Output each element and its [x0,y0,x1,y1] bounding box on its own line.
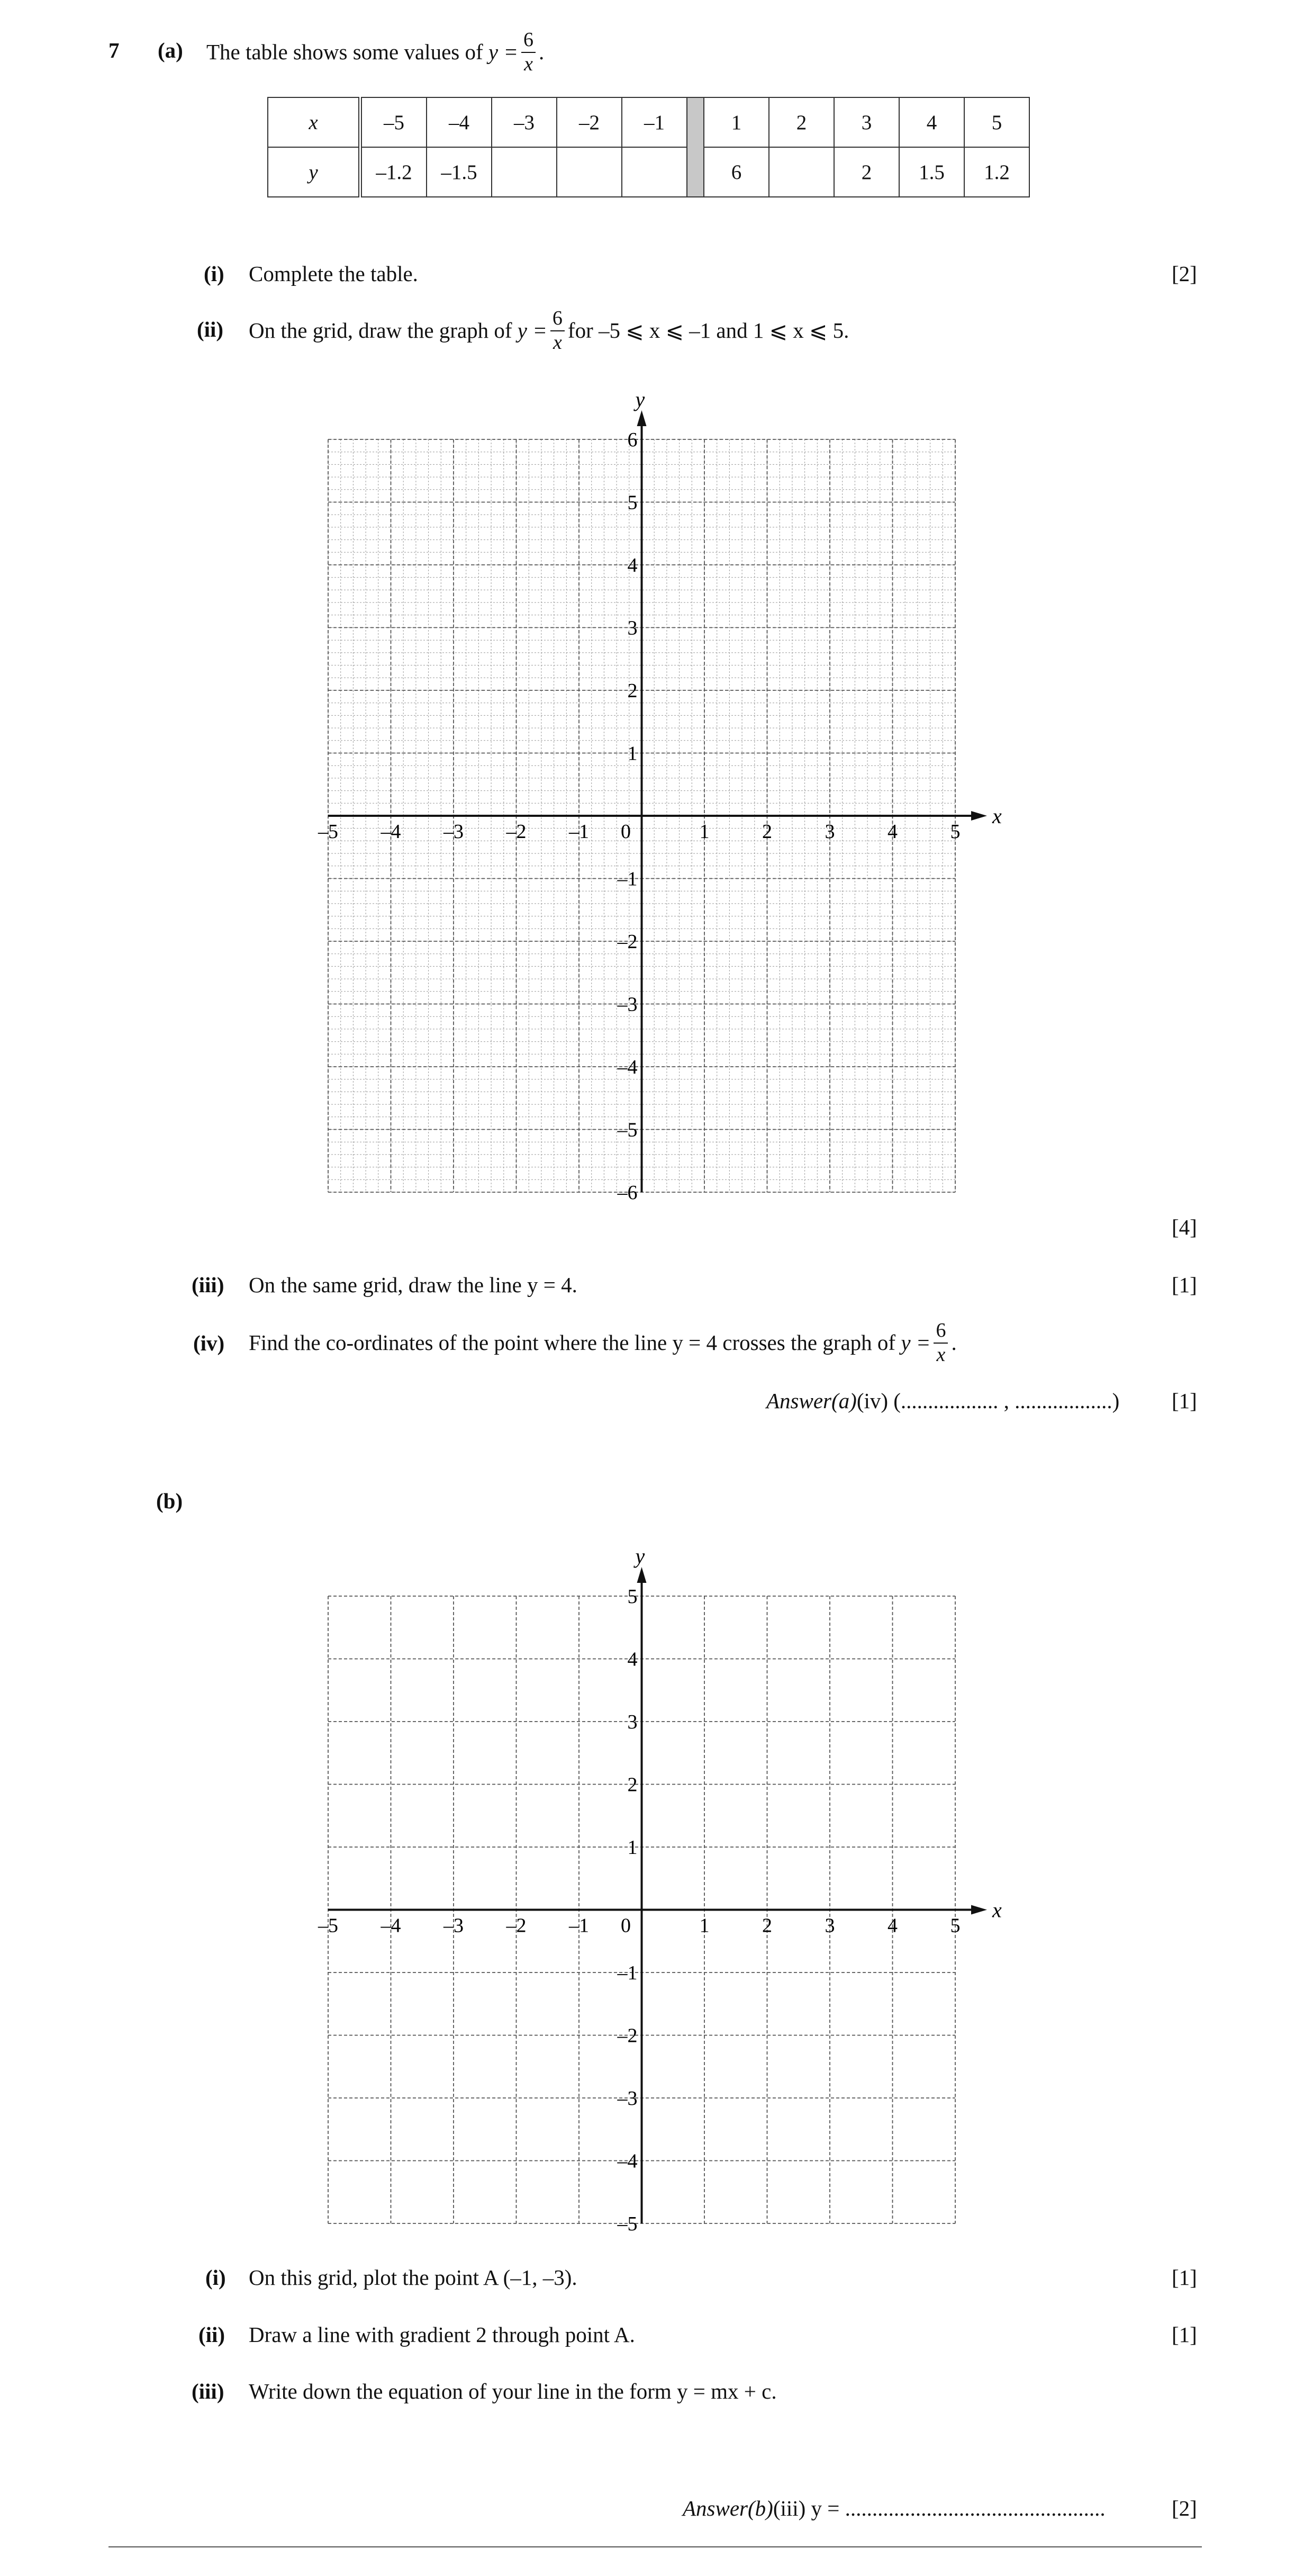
table-cell-blank[interactable] [769,147,834,197]
part-a-ii-text: On the grid, draw the graph of [249,318,512,343]
fraction-denominator: x [936,1343,946,1366]
table-header-x: x [268,97,360,147]
part-a-i-text: Complete the table. [249,262,418,286]
part-b-iii-label: (iii) [192,2379,224,2403]
table-cell: 4 [899,97,964,147]
part-b-ii-text: Draw a line with gradient 2 through point A. [249,2322,635,2347]
table-cell: 3 [834,97,899,147]
answer-b-iii[interactable] [683,2498,1106,2519]
table-cell: 5 [964,97,1029,147]
table-header-y: y [268,147,360,197]
part-a-iv-eq-lhs: y = [901,1330,931,1355]
part-a-intro-text: The table shows some values of [206,40,483,65]
y-tick-label: 1 [627,1836,638,1859]
part-a-iii-text: On the same grid, draw the line y = 4. [249,1273,577,1297]
part-b-i-label: (i) [205,2265,226,2290]
x-tick-label: –5 [318,821,338,843]
grid-a-marks: [4] [1172,1215,1197,1239]
x-axis-label: x [992,804,1002,828]
x-tick-label: 1 [699,821,710,843]
x-tick-label: –1 [569,821,589,843]
x-tick-label: 3 [825,821,835,843]
part-a-iv-marks: [1] [1172,1389,1197,1413]
y-axis-arrow [637,410,647,426]
x-tick-label: 2 [762,821,772,843]
y-axis-label: y [635,388,645,411]
footer-rule [108,2546,1202,2547]
part-a-intro [206,30,544,75]
fraction-numerator: 6 [550,308,565,331]
part-a-iii-label: (iii) [192,1273,224,1297]
origin-label: 0 [621,821,631,843]
table-cell: –3 [492,97,557,147]
fraction-denominator: x [553,331,562,354]
part-a-label: (a) [158,38,183,62]
y-tick-label: 4 [627,1648,638,1671]
graph-grid-b[interactable] [296,1514,1027,2235]
y-tick-label: –5 [617,2213,638,2235]
table-cell: 2 [834,147,899,197]
part-a-ii-label: (ii) [197,317,224,341]
y-tick-label: 4 [627,554,638,577]
table-cell-blank[interactable] [492,147,557,197]
x-tick-label: 3 [825,1914,835,1937]
x-tick-label: –3 [443,1914,464,1937]
part-a-iv-period: . [951,1330,957,1355]
part-a-iv-text: Find the co-ordinates of the point where the line y = 4 crosses the graph of [249,1330,896,1355]
x-tick-label: –4 [381,1914,401,1937]
x-tick-label: –5 [318,1914,338,1937]
part-b-iii-marks: [2] [1172,2496,1197,2520]
y-tick-label: –1 [617,868,638,890]
part-b-i-marks: [1] [1172,2265,1197,2290]
x-axis-arrow [971,1905,987,1915]
table-cell: –5 [360,97,427,147]
question-number: 7 [108,38,120,62]
part-b-ii-marks: [1] [1172,2322,1197,2347]
fraction-numerator: 6 [934,1320,948,1344]
table-cell: –1 [622,97,687,147]
part-a-period: . [539,40,545,65]
y-tick-label: –3 [617,993,638,1016]
x-tick-label: –2 [506,821,527,843]
x-tick-label: –2 [506,1914,527,1937]
part-a-ii-eq-lhs: y = [517,318,547,343]
graph-grid-a[interactable] [296,371,1027,1218]
part-a-fraction [521,30,536,75]
part-b-i-text: On this grid, plot the point A (–1, –3). [249,2265,577,2290]
values-table [267,97,1030,197]
y-tick-label: –4 [617,2150,638,2173]
y-axis-label: y [635,1544,645,1568]
y-tick-label: 3 [627,1711,638,1733]
part-a-ii-line [249,308,849,354]
part-a-ii-fraction [550,308,565,354]
table-cell: –1.5 [427,147,492,197]
part-a-iv-label: (iv) [193,1331,225,1355]
part-a-ii-range: for –5 ⩽ x ⩽ –1 and 1 ⩽ x ⩽ 5. [567,318,849,343]
table-cell: –2 [557,97,622,147]
y-tick-label: –3 [617,2087,638,2110]
table-cell-blank[interactable] [557,147,622,197]
table-cell-blank[interactable] [622,147,687,197]
table-cell: –4 [427,97,492,147]
y-tick-label: 1 [627,742,638,765]
x-axis-label: x [992,1898,1002,1922]
table-cell: –1.2 [360,147,427,197]
answer-b-iii-blank[interactable]: (iii) y = ................................................ [773,2496,1106,2520]
part-a-eq-lhs: y = [488,40,519,65]
y-tick-label: –1 [617,1962,638,1984]
y-tick-label: 2 [627,680,638,702]
x-tick-label: 5 [950,821,961,843]
y-axis-arrow [637,1567,647,1583]
y-tick-label: 3 [627,617,638,640]
x-tick-label: –1 [569,1914,589,1937]
y-tick-label: 6 [627,429,638,451]
part-b-label: (b) [156,1489,183,1513]
part-a-i-label: (i) [204,262,224,286]
y-tick-label: 5 [627,1586,638,1608]
x-tick-label: 5 [950,1914,961,1937]
table-cell: 1.2 [964,147,1029,197]
x-axis-arrow [971,811,987,821]
y-tick-label: –2 [617,931,638,953]
y-tick-label: –2 [617,2024,638,2047]
table-gap-column [687,97,704,197]
table-cell: 1 [704,97,769,147]
table-cell: 1.5 [899,147,964,197]
answer-a-label: Answer(a) [766,1389,857,1413]
x-tick-label: 4 [888,1914,898,1937]
x-tick-label: –3 [443,821,464,843]
table-cell: 2 [769,97,834,147]
answer-b-label: Answer(b) [683,2496,773,2520]
y-tick-label: –5 [617,1119,638,1141]
y-tick-label: –6 [617,1182,638,1204]
y-tick-label: –4 [617,1056,638,1078]
answer-a-iv-blank[interactable]: (iv) (.................. , ..................) [856,1389,1120,1413]
y-tick-label: 2 [627,1773,638,1796]
part-a-iv-line [249,1320,957,1366]
x-tick-label: 1 [699,1914,710,1937]
table-row-x [268,97,1029,147]
y-tick-label: 5 [627,491,638,514]
part-a-i-marks: [2] [1172,262,1197,286]
x-tick-label: 4 [888,821,898,843]
table-cell: 6 [704,147,769,197]
x-tick-label: –4 [381,821,401,843]
fraction-denominator: x [524,52,533,75]
fraction-numerator: 6 [521,30,536,53]
table-row-y [268,147,1029,197]
part-a-iv-fraction [934,1320,948,1366]
x-tick-label: 2 [762,1914,772,1937]
part-b-ii-label: (ii) [198,2322,225,2347]
origin-label: 0 [621,1914,631,1937]
part-a-iii-marks: [1] [1172,1273,1197,1297]
answer-a-iv[interactable] [766,1390,1119,1412]
part-b-iii-text: Write down the equation of your line in the form y = mx + c. [249,2379,777,2403]
